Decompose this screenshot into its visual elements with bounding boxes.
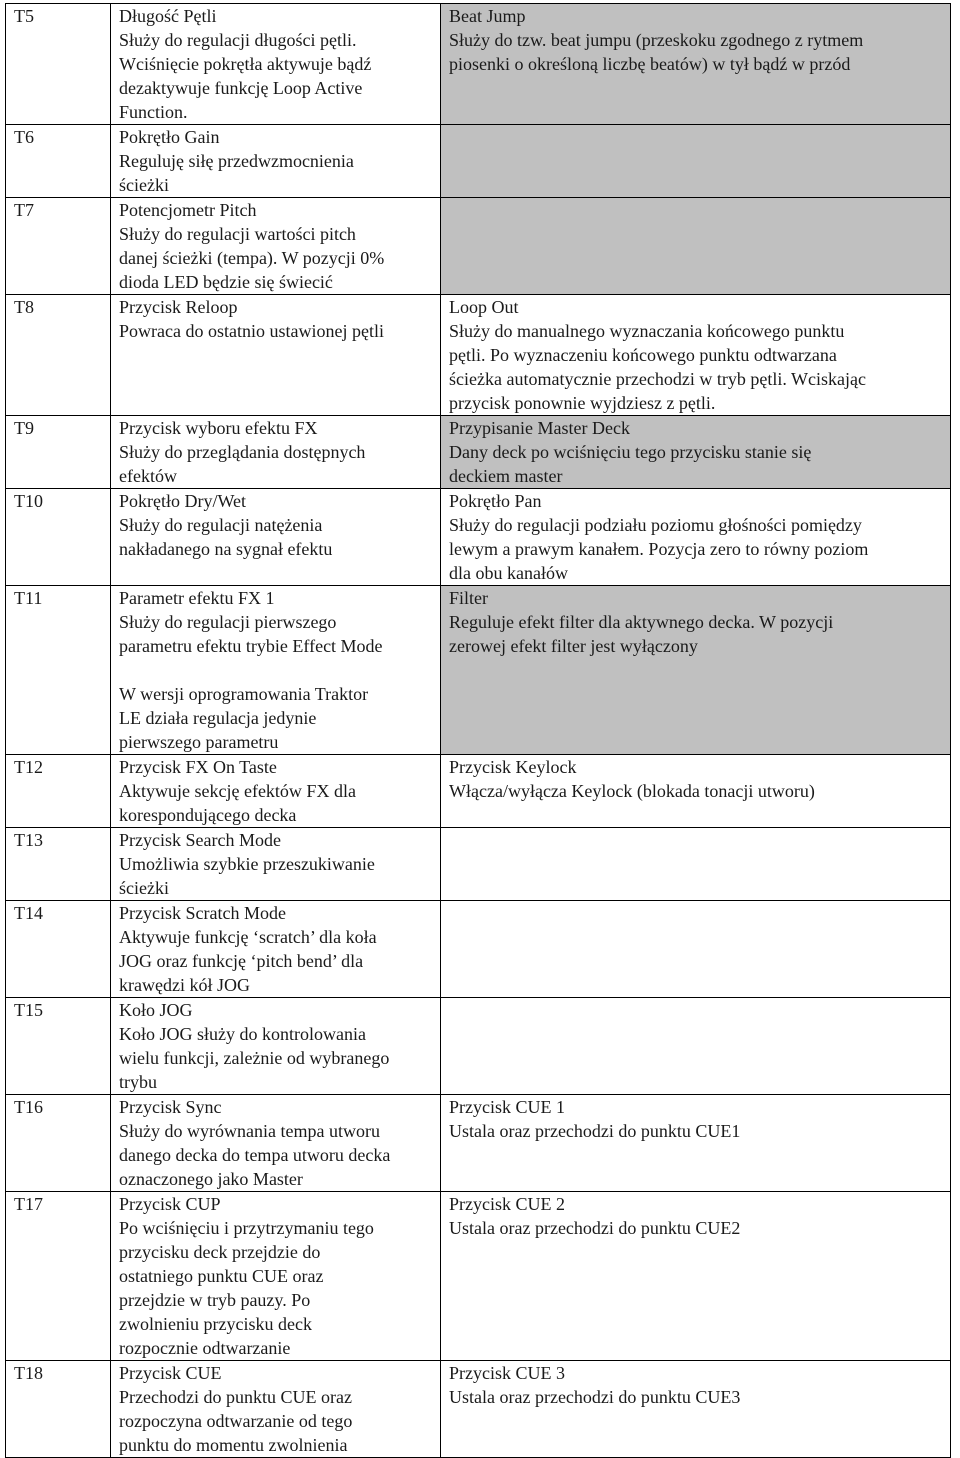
row-id: T18	[14, 1363, 43, 1383]
left-item-text: przycisku deck przejdzie do	[119, 1242, 321, 1262]
row-id-cell	[6, 1192, 111, 1361]
table-row	[6, 295, 951, 416]
row-id: T15	[14, 1000, 43, 1020]
row-id-cell	[6, 198, 111, 295]
table-row	[6, 1192, 951, 1361]
left-item-title: Potencjometr Pitch	[119, 200, 257, 220]
left-item-title: Przycisk Reloop	[119, 297, 238, 317]
table-row	[6, 198, 951, 295]
right-item-text: piosenki o określoną liczbę beatów) w tył bądź w przód	[449, 54, 851, 74]
right-item-text: Reguluje efekt filter dla aktywnego decka. W pozycji	[449, 612, 834, 632]
left-item-text: korespondującego decka	[119, 805, 297, 825]
right-item-text: dla obu kanałów	[449, 563, 568, 583]
table-row	[6, 755, 951, 828]
left-item-text: Aktywuje funkcję ‘scratch’ dla koła	[119, 927, 377, 947]
controls-table-body	[6, 4, 951, 1458]
row-id: T12	[14, 757, 43, 777]
left-item-text: Służy do przeglądania dostępnych	[119, 442, 366, 462]
right-description-cell	[441, 1361, 951, 1458]
left-item-text: efektów	[119, 466, 177, 486]
left-item-text: pierwszego parametru	[119, 732, 279, 752]
row-id-cell	[6, 125, 111, 198]
row-id-cell	[6, 4, 111, 125]
right-description-cell	[441, 586, 951, 755]
right-description-cell	[441, 295, 951, 416]
left-item-text: wielu funkcji, zależnie od wybranego	[119, 1048, 390, 1068]
right-description-cell	[441, 198, 951, 295]
right-item-text: Służy do regulacji podziału poziomu głośności pomiędzy	[449, 515, 862, 535]
right-item-title: Przycisk CUE 3	[449, 1363, 565, 1383]
right-item-text: Włącza/wyłącza Keylock (blokada tonacji utworu)	[449, 781, 815, 801]
right-item-title: Loop Out	[449, 297, 519, 317]
right-item-text: ścieżka automatycznie przechodzi w tryb pętli. Wciskając	[449, 369, 866, 389]
left-item-title: Przycisk Sync	[119, 1097, 222, 1117]
right-item-text: lewym a prawym kanałem. Pozycja zero to równy poziom	[449, 539, 869, 559]
left-description-cell	[111, 416, 441, 489]
left-item-title: Przycisk wyboru efektu FX	[119, 418, 318, 438]
right-item-title: Filter	[449, 588, 488, 608]
row-id-cell	[6, 1095, 111, 1192]
left-description-cell	[111, 489, 441, 586]
table-row	[6, 901, 951, 998]
left-item-text: Przechodzi do punktu CUE oraz	[119, 1387, 352, 1407]
left-description-cell	[111, 901, 441, 998]
left-item-text: Koło JOG służy do kontrolowania	[119, 1024, 366, 1044]
left-item-text: oznaczonego jako Master	[119, 1169, 303, 1189]
right-item-title: Przycisk CUE 1	[449, 1097, 565, 1117]
left-item-text: nakładanego na sygnał efektu	[119, 539, 333, 559]
left-item-text: przejdzie w tryb pauzy. Po	[119, 1290, 311, 1310]
row-id: T6	[14, 127, 34, 147]
row-id: T9	[14, 418, 34, 438]
left-item-text: trybu	[119, 1072, 157, 1092]
right-description-cell	[441, 998, 951, 1095]
table-row	[6, 998, 951, 1095]
left-item-text: Umożliwia szybkie przeszukiwanie	[119, 854, 375, 874]
right-item-text: deckiem master	[449, 466, 563, 486]
left-description-cell	[111, 998, 441, 1095]
row-id-cell	[6, 901, 111, 998]
left-description-cell	[111, 295, 441, 416]
row-id: T16	[14, 1097, 43, 1117]
left-item-text: Służy do regulacji natężenia	[119, 515, 323, 535]
right-item-title: Przycisk CUE 2	[449, 1194, 565, 1214]
spacer	[119, 658, 432, 682]
row-id: T13	[14, 830, 43, 850]
left-description-cell	[111, 586, 441, 755]
row-id: T11	[14, 588, 43, 608]
left-item-text: ścieżki	[119, 878, 169, 898]
right-item-text: Ustala oraz przechodzi do punktu CUE2	[449, 1218, 741, 1238]
left-item-text: Function.	[119, 102, 188, 122]
row-id-cell	[6, 1361, 111, 1458]
left-item-text: parametru efektu trybie Effect Mode	[119, 636, 383, 656]
left-item-text: Służy do regulacji pierwszego	[119, 612, 337, 632]
left-item-title: Przycisk Scratch Mode	[119, 903, 286, 923]
table-row	[6, 125, 951, 198]
right-description-cell	[441, 125, 951, 198]
right-description-cell	[441, 828, 951, 901]
left-item-title: Przycisk CUP	[119, 1194, 221, 1214]
left-item-text: ostatniego punktu CUE oraz	[119, 1266, 324, 1286]
left-item-title: Pokrętło Dry/Wet	[119, 491, 247, 511]
table-row	[6, 586, 951, 755]
left-item-text: Powraca do ostatnio ustawionej pętli	[119, 321, 384, 341]
left-item-text: dezaktywuje funkcję Loop Active	[119, 78, 363, 98]
left-item-text: punktu do momentu zwolnienia	[119, 1435, 348, 1455]
left-item-text: rozpoczyna odtwarzanie od tego	[119, 1411, 353, 1431]
right-item-title: Przypisanie Master Deck	[449, 418, 630, 438]
table-row	[6, 416, 951, 489]
right-item-text: Ustala oraz przechodzi do punktu CUE3	[449, 1387, 741, 1407]
left-description-cell	[111, 4, 441, 125]
left-item-title: Koło JOG	[119, 1000, 193, 1020]
row-id-cell	[6, 416, 111, 489]
left-item-text: rozpocznie odtwarzanie	[119, 1338, 291, 1358]
right-item-title: Przycisk Keylock	[449, 757, 577, 777]
right-description-cell	[441, 489, 951, 586]
table-row	[6, 1095, 951, 1192]
left-item-title: Przycisk CUE	[119, 1363, 222, 1383]
left-item-text: dioda LED będzie się świecić	[119, 272, 333, 292]
left-item-text: W wersji oprogramowania Traktor	[119, 684, 369, 704]
left-item-text: zwolnieniu przycisku deck	[119, 1314, 312, 1334]
right-description-cell	[441, 416, 951, 489]
row-id-cell	[6, 489, 111, 586]
right-description-cell	[441, 1192, 951, 1361]
right-item-title: Beat Jump	[449, 6, 526, 26]
left-item-title: Parametr efektu FX 1	[119, 588, 275, 608]
left-item-text: Reguluję siłę przedwzmocnienia	[119, 151, 354, 171]
row-id-cell	[6, 998, 111, 1095]
right-description-cell	[441, 901, 951, 998]
left-item-text: ścieżki	[119, 175, 169, 195]
row-id-cell	[6, 586, 111, 755]
left-item-text: Po wciśnięciu i przytrzymaniu tego	[119, 1218, 374, 1238]
left-item-title: Przycisk FX On Taste	[119, 757, 277, 777]
left-description-cell	[111, 1192, 441, 1361]
row-id: T7	[14, 200, 34, 220]
left-item-text: Służy do regulacji wartości pitch	[119, 224, 356, 244]
row-id: T5	[14, 6, 34, 26]
left-description-cell	[111, 1095, 441, 1192]
left-item-text: Służy do regulacji długości pętli.	[119, 30, 357, 50]
table-row	[6, 4, 951, 125]
table-row	[6, 828, 951, 901]
left-item-title: Pokrętło Gain	[119, 127, 220, 147]
left-item-text: krawędzi kół JOG	[119, 975, 250, 995]
left-item-title: Przycisk Search Mode	[119, 830, 281, 850]
left-description-cell	[111, 755, 441, 828]
left-item-text: JOG oraz funkcję ‘pitch bend’ dla	[119, 951, 364, 971]
row-id-cell	[6, 828, 111, 901]
row-id: T14	[14, 903, 43, 923]
right-description-cell	[441, 4, 951, 125]
left-description-cell	[111, 198, 441, 295]
table-row	[6, 489, 951, 586]
left-item-text: danej ścieżki (tempa). W pozycji 0%	[119, 248, 385, 268]
left-item-text: Aktywuje sekcję efektów FX dla	[119, 781, 356, 801]
row-id-cell	[6, 295, 111, 416]
right-item-text: Ustala oraz przechodzi do punktu CUE1	[449, 1121, 741, 1141]
left-item-text: LE działa regulacja jedynie	[119, 708, 317, 728]
right-description-cell	[441, 755, 951, 828]
row-id: T10	[14, 491, 43, 511]
right-description-cell	[441, 1095, 951, 1192]
row-id: T17	[14, 1194, 43, 1214]
left-description-cell	[111, 125, 441, 198]
controls-table	[5, 3, 951, 1458]
right-item-text: pętli. Po wyznaczeniu końcowego punktu odtwarzana	[449, 345, 837, 365]
left-description-cell	[111, 1361, 441, 1458]
right-item-text: Służy do manualnego wyznaczania końcowego punktu	[449, 321, 845, 341]
right-item-title: Pokrętło Pan	[449, 491, 542, 511]
row-id-cell	[6, 755, 111, 828]
right-item-text: zerowej efekt filter jest wyłączony	[449, 636, 698, 656]
left-description-cell	[111, 828, 441, 901]
right-item-text: Służy do tzw. beat jumpu (przeskoku zgodnego z rytmem	[449, 30, 864, 50]
left-item-title: Długość Pętli	[119, 6, 217, 26]
right-item-text: Dany deck po wciśnięciu tego przycisku stanie się	[449, 442, 812, 462]
table-row	[6, 1361, 951, 1458]
left-item-text: Wciśnięcie pokrętła aktywuje bądź	[119, 54, 372, 74]
right-item-text: przycisk ponownie wyjdziesz z pętli.	[449, 393, 716, 413]
left-item-text: danego decka do tempa utworu decka	[119, 1145, 391, 1165]
row-id: T8	[14, 297, 34, 317]
left-item-text: Służy do wyrównania tempa utworu	[119, 1121, 380, 1141]
